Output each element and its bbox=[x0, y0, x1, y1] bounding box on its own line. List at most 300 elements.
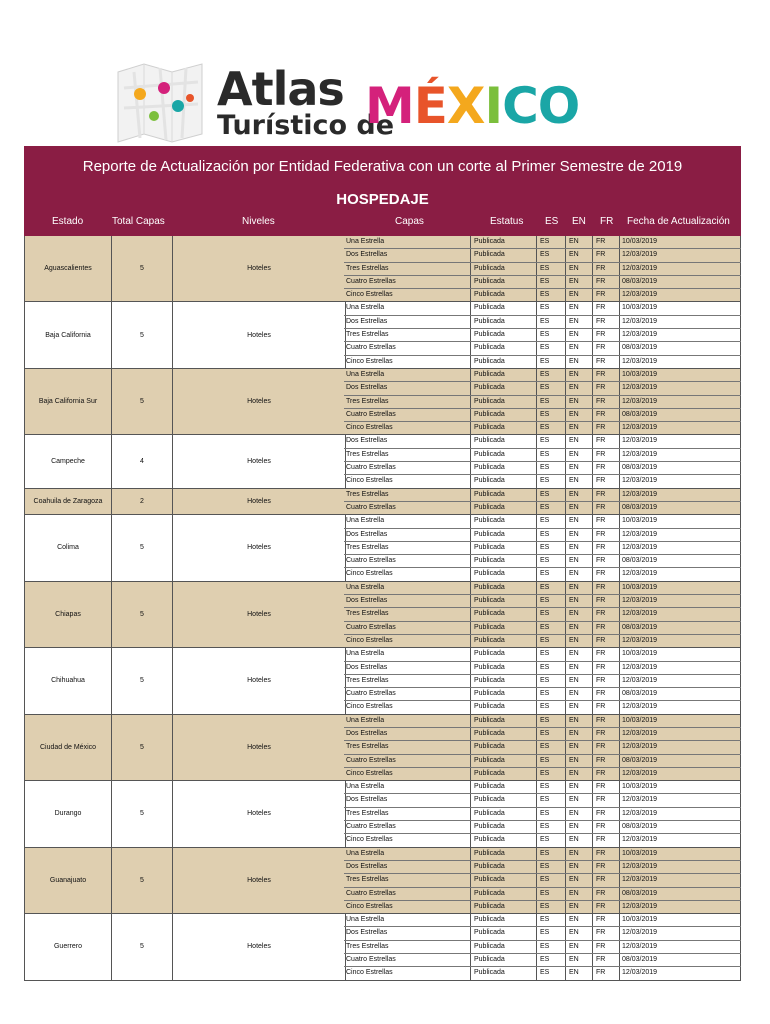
column-divider bbox=[592, 662, 593, 674]
cell-en: EN bbox=[569, 783, 579, 791]
cell-capa: Tres Estrellas bbox=[346, 543, 389, 551]
cell-es: ES bbox=[540, 916, 550, 924]
cell-estatus: Publicada bbox=[474, 676, 505, 684]
cell-en: EN bbox=[569, 464, 579, 472]
cell-estatus: Publicada bbox=[474, 317, 505, 325]
column-divider bbox=[740, 409, 741, 421]
cell-es: ES bbox=[540, 969, 550, 977]
column-divider bbox=[470, 409, 471, 421]
cell-en: EN bbox=[569, 956, 579, 964]
cell-fecha: 12/03/2019 bbox=[622, 477, 658, 485]
cell-fecha: 10/03/2019 bbox=[622, 783, 658, 791]
column-divider bbox=[592, 396, 593, 408]
column-divider bbox=[470, 635, 471, 647]
column-divider bbox=[565, 449, 566, 461]
state-group bbox=[24, 489, 741, 516]
cell-en: EN bbox=[569, 676, 579, 684]
cell-capa: Una Estrella bbox=[346, 583, 385, 591]
cell-en: EN bbox=[569, 836, 579, 844]
table-row bbox=[344, 462, 741, 475]
table-row bbox=[344, 475, 741, 487]
cell-estatus: Publicada bbox=[474, 464, 505, 472]
cell-fecha: 12/03/2019 bbox=[622, 942, 658, 950]
column-divider bbox=[619, 848, 620, 860]
column-divider bbox=[740, 382, 741, 394]
column-divider bbox=[536, 249, 537, 261]
cell-es: ES bbox=[540, 317, 550, 325]
cell-es: ES bbox=[540, 291, 550, 299]
column-divider bbox=[740, 542, 741, 554]
column-divider bbox=[536, 728, 537, 740]
cell-capa: Cuatro Estrellas bbox=[346, 756, 396, 764]
table-row bbox=[344, 861, 741, 874]
cell-fecha: 10/03/2019 bbox=[622, 583, 658, 591]
column-divider bbox=[619, 276, 620, 288]
cell-fr: FR bbox=[596, 291, 606, 299]
column-divider bbox=[592, 622, 593, 634]
column-divider bbox=[619, 489, 620, 501]
cell-capa: Una Estrella bbox=[346, 517, 385, 525]
cell-en: EN bbox=[569, 570, 579, 578]
cell-fr: FR bbox=[596, 610, 606, 618]
column-divider bbox=[565, 808, 566, 820]
cell-capa: Cuatro Estrellas bbox=[346, 464, 396, 472]
cell-en: EN bbox=[569, 264, 579, 272]
column-divider bbox=[592, 888, 593, 900]
cell-en: EN bbox=[569, 756, 579, 764]
column-divider bbox=[565, 794, 566, 806]
cell-fr: FR bbox=[596, 503, 606, 511]
cell-estado: Chihuahua bbox=[25, 648, 112, 713]
cell-fecha: 08/03/2019 bbox=[622, 503, 658, 511]
cell-es: ES bbox=[540, 743, 550, 751]
column-divider bbox=[740, 635, 741, 647]
column-divider bbox=[565, 422, 566, 434]
column-divider bbox=[536, 808, 537, 820]
column-divider bbox=[592, 236, 593, 248]
table-row bbox=[344, 302, 741, 315]
table-row bbox=[344, 927, 741, 940]
column-divider bbox=[619, 462, 620, 474]
cell-capa: Una Estrella bbox=[346, 783, 385, 791]
column-divider bbox=[470, 622, 471, 634]
cell-fr: FR bbox=[596, 264, 606, 272]
cell-es: ES bbox=[540, 862, 550, 870]
cell-capa: Una Estrella bbox=[346, 370, 385, 378]
column-divider bbox=[740, 263, 741, 275]
cell-fecha: 12/03/2019 bbox=[622, 331, 658, 339]
cell-estatus: Publicada bbox=[474, 823, 505, 831]
column-divider bbox=[536, 369, 537, 381]
column-divider bbox=[619, 568, 620, 580]
col-header-estado: Estado bbox=[52, 216, 84, 227]
column-divider bbox=[470, 475, 471, 487]
column-divider bbox=[565, 635, 566, 647]
cell-estatus: Publicada bbox=[474, 916, 505, 924]
column-divider bbox=[470, 382, 471, 394]
cell-fecha: 08/03/2019 bbox=[622, 823, 658, 831]
column-divider bbox=[536, 648, 537, 660]
cell-es: ES bbox=[540, 450, 550, 458]
column-divider bbox=[536, 768, 537, 780]
col-header-niveles: Niveles bbox=[242, 216, 275, 227]
column-divider bbox=[619, 914, 620, 926]
cell-es: ES bbox=[540, 517, 550, 525]
table-row bbox=[344, 542, 741, 555]
cell-fecha: 08/03/2019 bbox=[622, 956, 658, 964]
cell-nivel: Hoteles bbox=[173, 715, 346, 780]
column-divider bbox=[619, 688, 620, 700]
column-divider bbox=[592, 502, 593, 514]
cell-capa: Cuatro Estrellas bbox=[346, 889, 396, 897]
cell-es: ES bbox=[540, 823, 550, 831]
cell-estatus: Publicada bbox=[474, 238, 505, 245]
cell-en: EN bbox=[569, 437, 579, 445]
cell-fecha: 12/03/2019 bbox=[622, 597, 658, 605]
column-divider bbox=[592, 728, 593, 740]
column-divider bbox=[619, 662, 620, 674]
cell-es: ES bbox=[540, 650, 550, 658]
cell-en: EN bbox=[569, 623, 579, 631]
cell-fecha: 12/03/2019 bbox=[622, 397, 658, 405]
column-divider bbox=[470, 555, 471, 567]
cell-es: ES bbox=[540, 251, 550, 259]
cell-es: ES bbox=[540, 304, 550, 312]
cell-fecha: 08/03/2019 bbox=[622, 464, 658, 472]
cell-estatus: Publicada bbox=[474, 942, 505, 950]
column-divider bbox=[740, 901, 741, 913]
column-divider bbox=[565, 396, 566, 408]
column-divider bbox=[536, 356, 537, 368]
column-divider bbox=[536, 316, 537, 328]
cell-capa: Cuatro Estrellas bbox=[346, 557, 396, 565]
cell-fr: FR bbox=[596, 517, 606, 525]
column-divider bbox=[740, 794, 741, 806]
column-divider bbox=[592, 755, 593, 767]
column-divider bbox=[740, 462, 741, 474]
state-info bbox=[24, 582, 345, 647]
cell-capa: Cinco Estrellas bbox=[346, 769, 393, 777]
cell-capa: Cinco Estrellas bbox=[346, 291, 393, 299]
cell-es: ES bbox=[540, 277, 550, 285]
column-divider bbox=[470, 901, 471, 913]
cell-capa: Dos Estrellas bbox=[346, 384, 388, 392]
column-divider bbox=[740, 449, 741, 461]
column-divider bbox=[565, 888, 566, 900]
cell-es: ES bbox=[540, 477, 550, 485]
cell-fr: FR bbox=[596, 238, 606, 245]
column-divider bbox=[740, 861, 741, 873]
cell-nivel: Hoteles bbox=[173, 582, 346, 647]
cell-fecha: 12/03/2019 bbox=[622, 969, 658, 977]
col-header-en: EN bbox=[572, 216, 586, 227]
column-divider bbox=[740, 967, 741, 979]
cell-en: EN bbox=[569, 344, 579, 352]
cell-es: ES bbox=[540, 557, 550, 565]
column-divider bbox=[592, 595, 593, 607]
column-divider bbox=[740, 236, 741, 248]
logo-mexico-letter: I bbox=[484, 77, 503, 135]
cell-estado: Coahuila de Zaragoza bbox=[25, 489, 112, 515]
cell-total-capas: 5 bbox=[112, 914, 173, 979]
column-divider bbox=[740, 555, 741, 567]
cell-fecha: 12/03/2019 bbox=[622, 610, 658, 618]
cell-fr: FR bbox=[596, 663, 606, 671]
column-divider bbox=[470, 861, 471, 873]
column-divider bbox=[740, 289, 741, 301]
col-header-estatus: Estatus bbox=[490, 216, 524, 227]
cell-nivel: Hoteles bbox=[173, 848, 346, 913]
cell-estatus: Publicada bbox=[474, 729, 505, 737]
state-group bbox=[24, 435, 741, 488]
column-divider bbox=[470, 462, 471, 474]
cell-total-capas: 5 bbox=[112, 848, 173, 913]
cell-capa: Dos Estrellas bbox=[346, 929, 388, 937]
cell-fr: FR bbox=[596, 424, 606, 432]
cell-capa: Una Estrella bbox=[346, 716, 385, 724]
column-divider bbox=[619, 834, 620, 846]
cell-es: ES bbox=[540, 464, 550, 472]
column-divider bbox=[592, 302, 593, 314]
cell-nivel: Hoteles bbox=[173, 781, 346, 846]
cell-fr: FR bbox=[596, 956, 606, 964]
column-divider bbox=[740, 927, 741, 939]
column-divider bbox=[740, 741, 741, 753]
cell-capa: Tres Estrellas bbox=[346, 331, 389, 339]
cell-fecha: 12/03/2019 bbox=[622, 902, 658, 910]
cell-en: EN bbox=[569, 823, 579, 831]
column-divider bbox=[740, 515, 741, 527]
column-divider bbox=[470, 263, 471, 275]
cell-fr: FR bbox=[596, 783, 606, 791]
column-divider bbox=[592, 848, 593, 860]
column-divider bbox=[592, 515, 593, 527]
column-divider bbox=[592, 289, 593, 301]
table-row bbox=[344, 276, 741, 289]
cell-es: ES bbox=[540, 264, 550, 272]
column-divider bbox=[470, 741, 471, 753]
table-row bbox=[344, 555, 741, 568]
table-row bbox=[344, 648, 741, 661]
column-divider bbox=[565, 529, 566, 541]
column-divider bbox=[536, 475, 537, 487]
table-row bbox=[344, 954, 741, 967]
table-row bbox=[344, 316, 741, 329]
cell-fecha: 08/03/2019 bbox=[622, 756, 658, 764]
table-row bbox=[344, 449, 741, 462]
column-divider bbox=[565, 688, 566, 700]
column-divider bbox=[565, 276, 566, 288]
cell-fr: FR bbox=[596, 370, 606, 378]
column-divider bbox=[592, 941, 593, 953]
col-header-capas: Capas bbox=[395, 216, 424, 227]
cell-es: ES bbox=[540, 849, 550, 857]
column-divider bbox=[470, 369, 471, 381]
cell-es: ES bbox=[540, 610, 550, 618]
column-divider bbox=[592, 781, 593, 793]
cell-capa: Cuatro Estrellas bbox=[346, 623, 396, 631]
column-divider bbox=[619, 382, 620, 394]
column-divider bbox=[470, 848, 471, 860]
cell-estatus: Publicada bbox=[474, 690, 505, 698]
column-divider bbox=[536, 489, 537, 501]
cell-es: ES bbox=[540, 623, 550, 631]
cell-capa: Cuatro Estrellas bbox=[346, 503, 396, 511]
table-row bbox=[344, 515, 741, 528]
column-divider bbox=[470, 249, 471, 261]
cell-capa: Cinco Estrellas bbox=[346, 424, 393, 432]
column-divider bbox=[470, 449, 471, 461]
cell-es: ES bbox=[540, 942, 550, 950]
cell-en: EN bbox=[569, 397, 579, 405]
cell-en: EN bbox=[569, 543, 579, 551]
column-divider bbox=[536, 542, 537, 554]
column-divider bbox=[619, 316, 620, 328]
column-divider bbox=[565, 927, 566, 939]
column-divider bbox=[619, 608, 620, 620]
cell-fecha: 10/03/2019 bbox=[622, 238, 658, 245]
column-divider bbox=[592, 741, 593, 753]
table-row bbox=[344, 701, 741, 713]
cell-fecha: 12/03/2019 bbox=[622, 530, 658, 538]
column-divider bbox=[565, 941, 566, 953]
cell-es: ES bbox=[540, 796, 550, 804]
column-divider bbox=[592, 715, 593, 727]
column-divider bbox=[565, 302, 566, 314]
cell-en: EN bbox=[569, 862, 579, 870]
column-divider bbox=[740, 648, 741, 660]
cell-en: EN bbox=[569, 969, 579, 977]
cell-capa: Dos Estrellas bbox=[346, 862, 388, 870]
cell-capa: Dos Estrellas bbox=[346, 729, 388, 737]
table-row bbox=[344, 396, 741, 409]
column-divider bbox=[565, 329, 566, 341]
cell-es: ES bbox=[540, 490, 550, 498]
column-divider bbox=[536, 688, 537, 700]
cell-estatus: Publicada bbox=[474, 530, 505, 538]
column-divider bbox=[619, 874, 620, 886]
cell-capa: Dos Estrellas bbox=[346, 663, 388, 671]
column-divider bbox=[592, 675, 593, 687]
column-divider bbox=[740, 342, 741, 354]
column-divider bbox=[619, 289, 620, 301]
cell-es: ES bbox=[540, 344, 550, 352]
cell-en: EN bbox=[569, 889, 579, 897]
state-group bbox=[24, 648, 741, 714]
column-divider bbox=[592, 409, 593, 421]
cell-estatus: Publicada bbox=[474, 490, 505, 498]
logo-mexico-text bbox=[365, 78, 579, 134]
cell-fr: FR bbox=[596, 623, 606, 631]
cell-fecha: 12/03/2019 bbox=[622, 490, 658, 498]
column-divider bbox=[565, 342, 566, 354]
cell-es: ES bbox=[540, 902, 550, 910]
table-row bbox=[344, 901, 741, 913]
column-divider bbox=[592, 914, 593, 926]
column-divider bbox=[592, 967, 593, 979]
state-group bbox=[24, 582, 741, 648]
column-divider bbox=[619, 648, 620, 660]
cell-fr: FR bbox=[596, 437, 606, 445]
column-divider bbox=[565, 489, 566, 501]
column-divider bbox=[592, 316, 593, 328]
cell-total-capas: 5 bbox=[112, 302, 173, 367]
cell-nivel: Hoteles bbox=[173, 914, 346, 979]
state-group bbox=[24, 236, 741, 302]
cell-estatus: Publicada bbox=[474, 663, 505, 671]
column-divider bbox=[536, 529, 537, 541]
cell-fecha: 12/03/2019 bbox=[622, 663, 658, 671]
state-group bbox=[24, 715, 741, 781]
column-divider bbox=[565, 914, 566, 926]
column-divider bbox=[592, 568, 593, 580]
cell-estatus: Publicada bbox=[474, 636, 505, 644]
cell-es: ES bbox=[540, 437, 550, 445]
column-divider bbox=[470, 356, 471, 368]
cell-fecha: 12/03/2019 bbox=[622, 437, 658, 445]
column-divider bbox=[536, 914, 537, 926]
column-divider bbox=[740, 529, 741, 541]
report-header bbox=[24, 146, 741, 236]
cell-capa: Cinco Estrellas bbox=[346, 902, 393, 910]
column-divider bbox=[565, 435, 566, 447]
cell-fr: FR bbox=[596, 916, 606, 924]
column-divider bbox=[536, 449, 537, 461]
column-divider bbox=[536, 741, 537, 753]
cell-estatus: Publicada bbox=[474, 357, 505, 365]
column-divider bbox=[619, 529, 620, 541]
cell-estatus: Publicada bbox=[474, 277, 505, 285]
cell-fecha: 12/03/2019 bbox=[622, 743, 658, 751]
column-divider bbox=[565, 462, 566, 474]
table-row bbox=[344, 755, 741, 768]
table-row bbox=[344, 914, 741, 927]
column-divider bbox=[536, 755, 537, 767]
table-row bbox=[344, 608, 741, 621]
cell-estatus: Publicada bbox=[474, 517, 505, 525]
state-group bbox=[24, 515, 741, 581]
column-divider bbox=[592, 635, 593, 647]
column-divider bbox=[536, 941, 537, 953]
atlas-logo bbox=[110, 58, 630, 148]
logo-mexico-letter: M bbox=[365, 77, 414, 135]
logo-mexico-letter: X bbox=[446, 77, 485, 135]
table-row bbox=[344, 781, 741, 794]
column-divider bbox=[740, 582, 741, 594]
column-divider bbox=[592, 542, 593, 554]
cell-fr: FR bbox=[596, 304, 606, 312]
cell-estatus: Publicada bbox=[474, 597, 505, 605]
cell-estatus: Publicada bbox=[474, 437, 505, 445]
column-divider bbox=[740, 396, 741, 408]
table-row bbox=[344, 356, 741, 368]
column-divider bbox=[536, 901, 537, 913]
column-divider bbox=[592, 369, 593, 381]
column-divider bbox=[470, 874, 471, 886]
cell-es: ES bbox=[540, 729, 550, 737]
cell-estado: Baja California Sur bbox=[25, 369, 112, 434]
cell-capa: Cuatro Estrellas bbox=[346, 344, 396, 352]
table-row bbox=[344, 489, 741, 502]
column-divider bbox=[536, 289, 537, 301]
column-divider bbox=[619, 449, 620, 461]
cell-es: ES bbox=[540, 703, 550, 711]
cell-estatus: Publicada bbox=[474, 344, 505, 352]
cell-fr: FR bbox=[596, 357, 606, 365]
state-info bbox=[24, 489, 345, 515]
cell-en: EN bbox=[569, 809, 579, 817]
column-divider bbox=[565, 821, 566, 833]
